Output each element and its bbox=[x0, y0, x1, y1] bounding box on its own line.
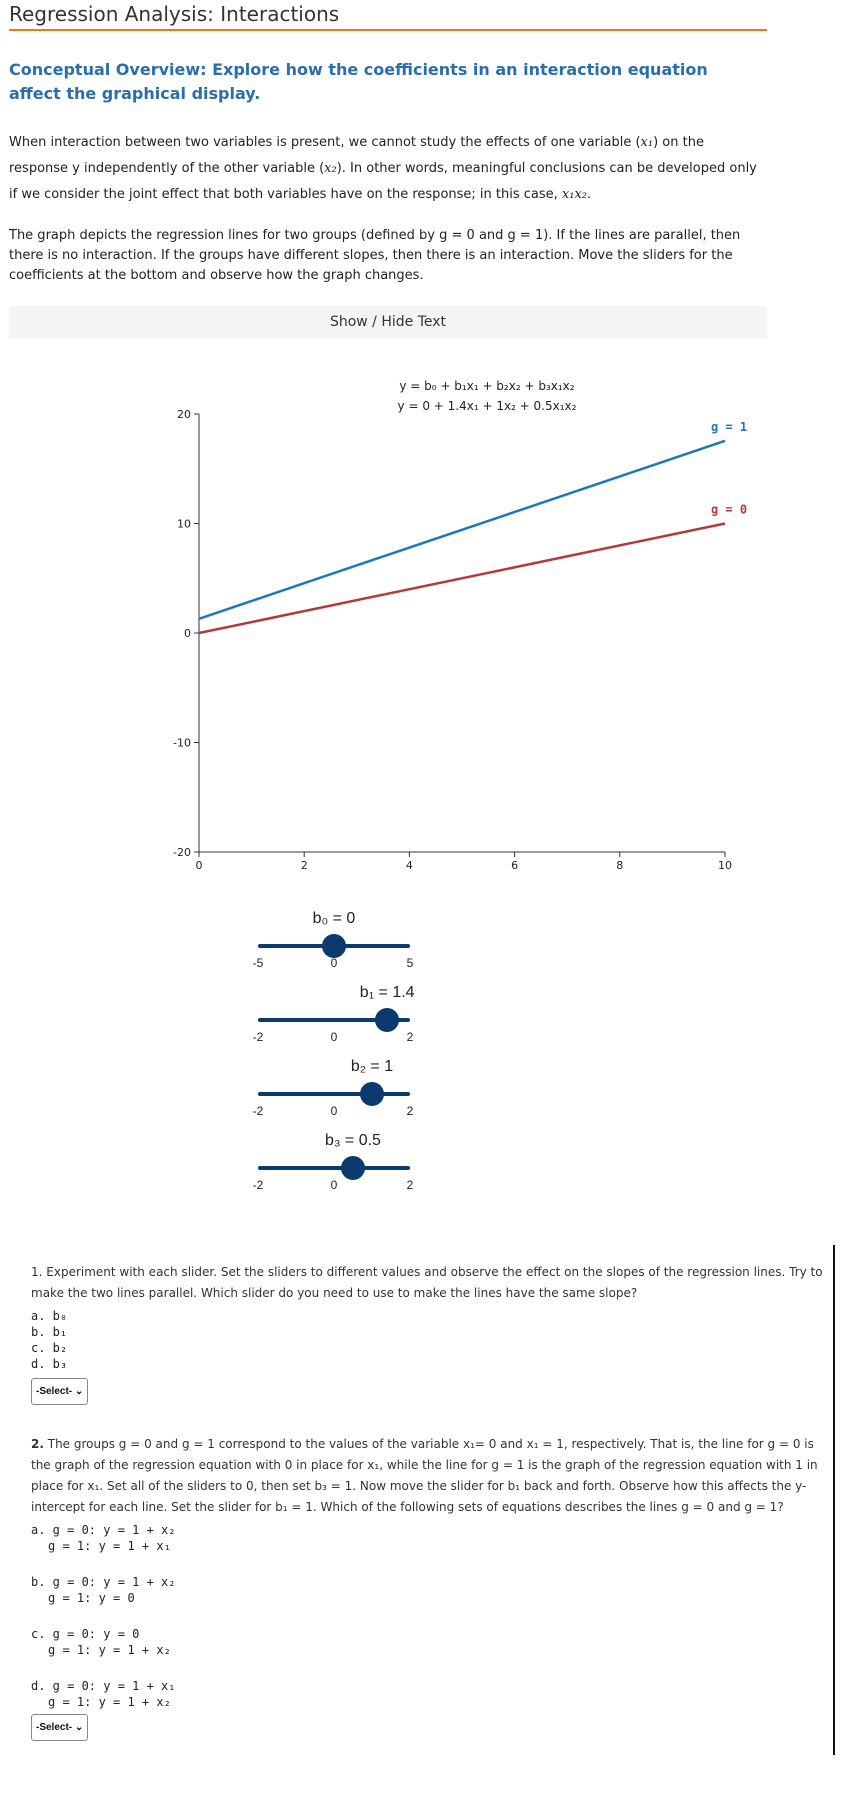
slider-tick-label: -2 bbox=[252, 1178, 264, 1192]
y-tick-label: 10 bbox=[177, 517, 191, 531]
slider-label: b₁ = 1.4 bbox=[359, 984, 415, 1001]
question-1-options bbox=[31, 1308, 824, 1372]
slider-tick-label: 2 bbox=[406, 1030, 414, 1044]
slider-tick-label: 0 bbox=[330, 1104, 338, 1118]
x-tick-label: 2 bbox=[300, 859, 308, 872]
q2-option-c: c. g = 0: y = 0 g = 1: y = 1 + x₂ bbox=[31, 1627, 171, 1657]
intro-paragraph-2: The graph depicts the regression lines for two groups (defined by g = 0 and g = 1). If the lines are parallel, then there is no interaction. If the groups have different slopes, then there is an interaction. Move the sliders for the coefficients at the bottom and observe how the graph changes. bbox=[9, 228, 741, 283]
x-tick-label: 8 bbox=[616, 859, 624, 872]
q1-option-a: a. b₀ bbox=[31, 1309, 68, 1323]
slider-tick-label: -5 bbox=[252, 956, 264, 970]
slider-tick-label: 5 bbox=[406, 956, 414, 970]
regression-line-g0 bbox=[199, 524, 725, 634]
q2-option-d: d. g = 0: y = 1 + x₁ g = 1: y = 1 + x₂ bbox=[31, 1679, 176, 1709]
question-2-options bbox=[31, 1522, 824, 1710]
show-hide-text-button[interactable]: Show / Hide Text bbox=[9, 306, 767, 338]
slider-label: b₀ = 0 bbox=[312, 910, 356, 927]
slider-tick-label: 0 bbox=[330, 956, 338, 970]
question-1 bbox=[31, 1262, 824, 1405]
equation-general: y = b₀ + b₁x₁ + b₂x₂ + b₃x₁x₂ bbox=[399, 379, 575, 393]
x-tick-label: 0 bbox=[195, 859, 203, 872]
q1-option-d: d. b₃ bbox=[31, 1357, 68, 1371]
slider-label: b₃ = 0.5 bbox=[325, 1132, 381, 1149]
slider-tick-label: -2 bbox=[252, 1030, 264, 1044]
q2-option-a: a. g = 0: y = 1 + x₂ g = 1: y = 1 + x₁ bbox=[31, 1523, 176, 1553]
question-1-select[interactable]: -Select- ⌄ bbox=[31, 1378, 88, 1405]
regression-graph bbox=[0, 350, 862, 880]
slider-tick-label: -2 bbox=[252, 1104, 264, 1118]
q2-option-b: b. g = 0: y = 1 + x₂ g = 1: y = 0 bbox=[31, 1575, 176, 1605]
y-tick-label: -10 bbox=[173, 736, 191, 750]
chevron-down-icon: ⌄ bbox=[74, 1386, 84, 1397]
slider-handle[interactable] bbox=[341, 1156, 365, 1180]
label-g1: g = 1 bbox=[710, 419, 748, 434]
question-border bbox=[833, 1245, 835, 1755]
slider-handle[interactable] bbox=[360, 1082, 384, 1106]
x-tick-label: 6 bbox=[511, 859, 519, 872]
equation-current: y = 0 + 1.4x₁ + 1x₂ + 0.5x₁x₂ bbox=[397, 399, 577, 413]
intro-paragraph-1: When interaction between two variables is present, we cannot study the effects of one variable (x₁) on the response y independently of the other variable (x₂). In other words, meaningful conclusions can be developed only if we consider the joint effect that both variables have on the response; in this case, x₁x₂. bbox=[9, 135, 757, 202]
x-tick-label: 10 bbox=[718, 859, 732, 872]
slider-tick-label: 2 bbox=[406, 1178, 414, 1192]
conceptual-overview: Conceptual Overview: Explore how the coefficients in an interaction equation affect the graphical display. bbox=[9, 60, 708, 103]
question-2-select[interactable]: -Select- ⌄ bbox=[31, 1714, 88, 1741]
page-title: Regression Analysis: Interactions bbox=[9, 2, 767, 31]
y-tick-label: 0 bbox=[184, 627, 191, 640]
q1-option-b: b. b₁ bbox=[31, 1325, 68, 1339]
slider-tick-label: 0 bbox=[330, 1030, 338, 1044]
slider-handle[interactable] bbox=[375, 1008, 399, 1032]
slider-label: b₂ = 1 bbox=[350, 1058, 394, 1075]
x-tick-label: 4 bbox=[405, 859, 413, 872]
regression-line-g1 bbox=[199, 441, 725, 619]
slider-tick-label: 2 bbox=[406, 1104, 414, 1118]
label-g0: g = 0 bbox=[710, 502, 748, 517]
question-1-text: 1. Experiment with each slider. Set the sliders to different values and observe the effect on the slopes of the regression lines. Try to make the two lines parallel. Which slider do you need to use to make the lines have the same slope? bbox=[31, 1265, 823, 1300]
y-tick-label: 20 bbox=[177, 408, 191, 421]
slider-handle[interactable] bbox=[322, 934, 346, 958]
slider-tick-label: 0 bbox=[330, 1178, 338, 1192]
question-2-text: 2. The groups g = 0 and g = 1 correspond to the values of the variable x₁= 0 and x₁ = 1, respectively. That is, the line for g = 0 is the graph of the regression equation with 0 in place for x₁, while the line for g = 1 is the graph of the regression equation with 1 in place for x₁. Set all of the sliders to 0, then set b₃ = 1. Now move the slider for b₁ back and forth. Observe how this affects the y-intercept for each line. Set the slider for b₁ = 1. Which of the following sets of equations describes the lines g = 0 and g = 1? bbox=[31, 1437, 818, 1514]
y-tick-label: -20 bbox=[173, 846, 191, 859]
slider-track[interactable] bbox=[258, 1166, 410, 1170]
question-2 bbox=[31, 1434, 824, 1741]
slider-track[interactable] bbox=[258, 1092, 410, 1096]
q1-option-c: c. b₂ bbox=[31, 1341, 68, 1355]
chevron-down-icon: ⌄ bbox=[74, 1722, 84, 1733]
